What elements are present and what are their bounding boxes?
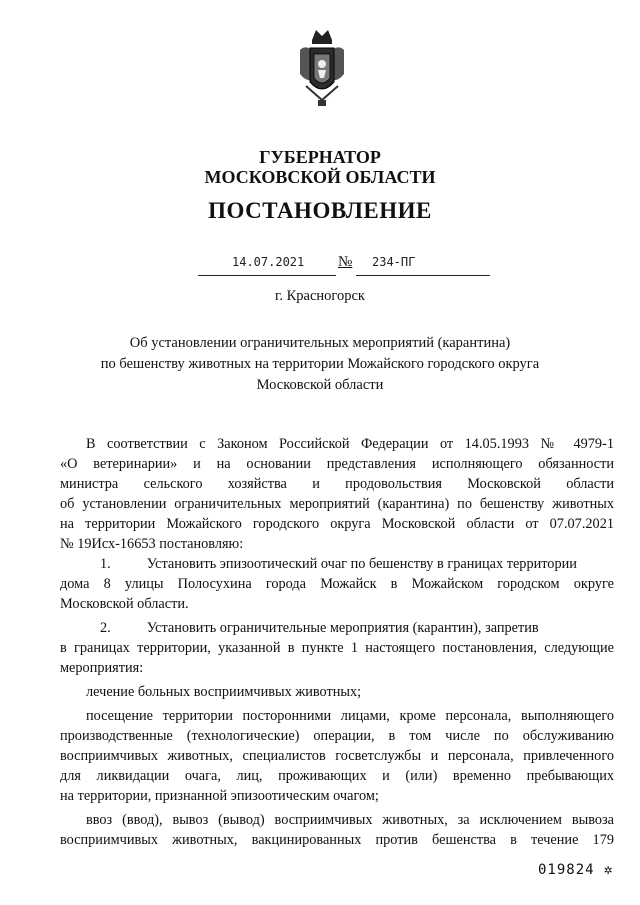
item-text: Установить ограничительные мероприятия (карантин), запретив: [146, 620, 539, 636]
document-number: 234-ПГ: [372, 255, 416, 269]
subject-line: Об установлении ограничительных мероприятий (карантина): [129, 335, 511, 351]
document-body: [60, 434, 614, 850]
item-text: Установить эпизоотический очаг по бешенству в границах территории: [146, 556, 577, 572]
item-number: 1.: [100, 556, 111, 572]
item-2-first-line: [60, 618, 614, 638]
number-sign: №: [338, 254, 353, 270]
issue-city: г. Красногорск: [275, 288, 365, 304]
item-2-subitem-line: ввоз (ввод), вывоз (вывод) восприимчивых животных, за исключением вывоза: [86, 812, 614, 828]
item-1-line: Московской области.: [60, 596, 189, 612]
subject-line: по бешенству животных на территории Можайского городского округа: [100, 356, 540, 372]
preamble-line: министра сельского хозяйства и продовольствия Московской области: [60, 476, 614, 492]
item-2-subitem-line: восприимчивых животных, вакцинированных против бешенства в течение 179: [60, 832, 614, 848]
item-1-line: дома 8 улицы Полосухина города Можайск в Можайском городском округе: [60, 576, 614, 592]
preamble-line: на территории Можайского городского округа Московской области от 07.07.2021: [60, 516, 614, 532]
item-2-subitem-line: производственные (технологические) операции, в том числе по обслуживанию: [60, 728, 614, 744]
item-2-subitem-line: посещение территории посторонними лицами, кроме персонала, выполняющего: [86, 708, 614, 724]
document-subject: [80, 333, 560, 396]
preamble-line: В соответствии с Законом Российской Федерации от 14.05.1993 № 4979-1: [86, 436, 614, 452]
item-2-line: мероприятия:: [60, 660, 144, 676]
subject-line: Московской области: [256, 377, 384, 393]
document-type-heading: ПОСТАНОВЛЕНИЕ: [208, 198, 432, 223]
document-date: 14.07.2021: [232, 255, 305, 269]
item-2-subitem-line: на территории, признанной эпизоотическим очагом;: [60, 788, 379, 804]
item-number: 2.: [100, 620, 111, 636]
preamble-line: об установлении ограничительных мероприятий (карантина) по бешенству животных: [60, 496, 614, 512]
item-2-subitem-line: восприимчивых животных, специалистов госветслужбы и персонала, привлеченного: [60, 748, 614, 764]
issuer-region: МОСКОВСКОЙ ОБЛАСТИ: [204, 167, 436, 187]
preamble-line: «О ветеринарии» и на основании представления исполняющего обязанности: [60, 456, 614, 472]
item-2-subitem-line: для ликвидации очага, лиц, проживающих и (или) временно пребывающих: [60, 768, 614, 784]
item-1-first-line: [60, 554, 614, 574]
coat-of-arms-emblem: [296, 20, 348, 112]
item-2-subitem: лечение больных восприимчивых животных;: [86, 684, 362, 700]
document-serial-number: 019824 ✲: [538, 862, 614, 878]
preamble-line: № 19Исх-16653 постановляю:: [60, 536, 244, 552]
issuer-title: ГУБЕРНАТОР: [259, 147, 381, 167]
item-2-line: в границах территории, указанной в пункте 1 настоящего постановления, следующие: [60, 640, 614, 656]
